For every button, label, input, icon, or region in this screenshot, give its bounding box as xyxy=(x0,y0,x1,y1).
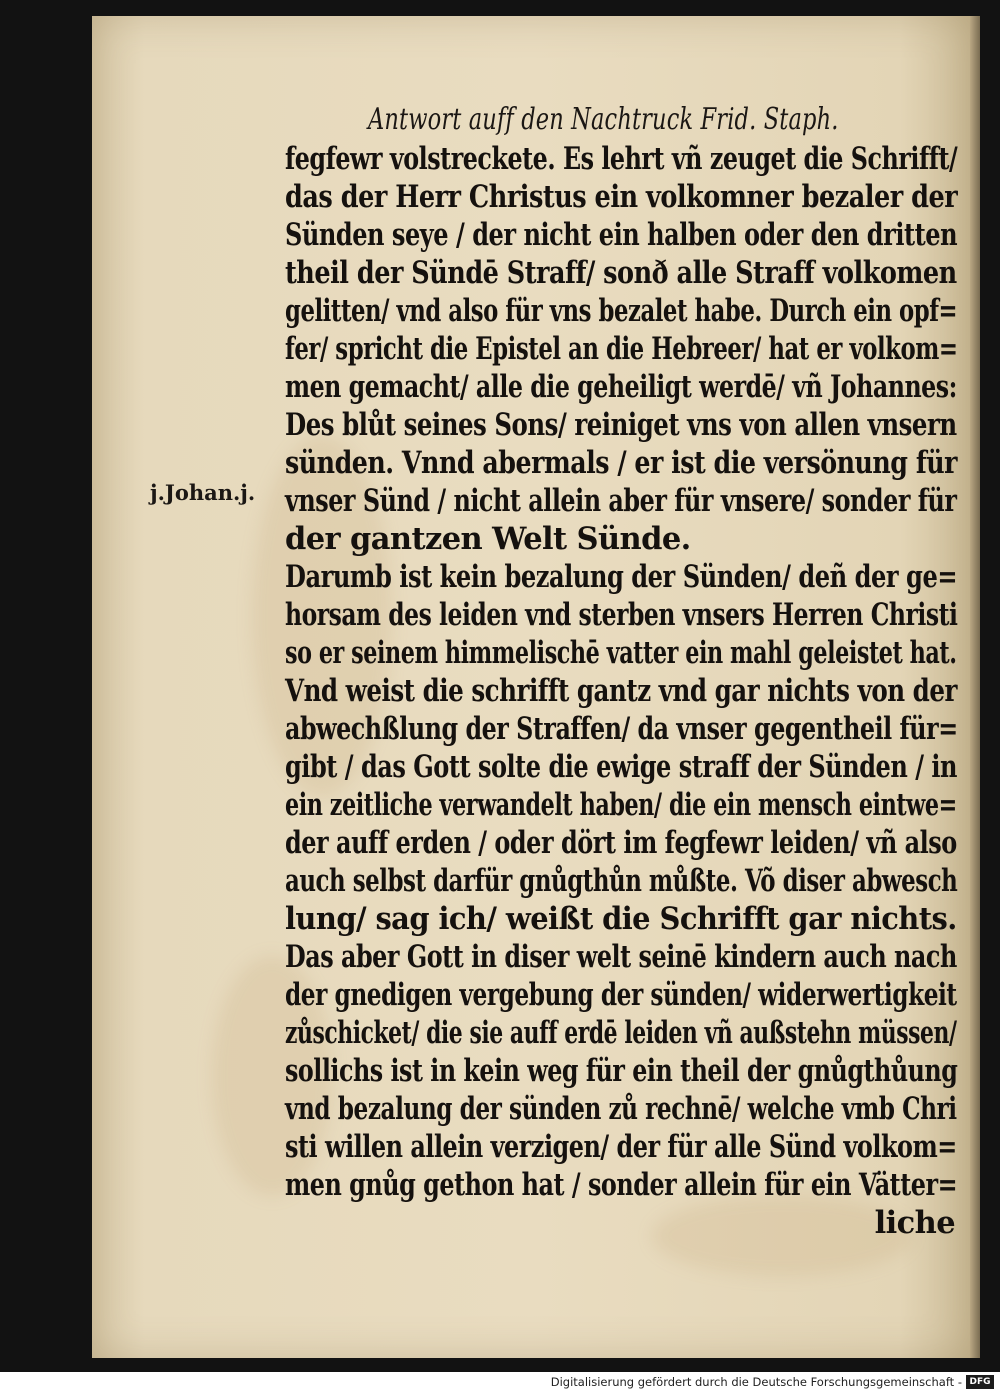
text-line: Sünden seye / der nicht ein halben oder den dritten xyxy=(285,217,958,253)
text-block xyxy=(285,140,957,1242)
text-line: sollichs ist in kein weg für ein theil der gnůgthůung xyxy=(285,1053,958,1089)
text-line: theil der Sündē Straff/ sonð alle Straff volkomen xyxy=(285,255,957,291)
text-line: horsam des leiden vnd sterben vnsers Herren Christi xyxy=(285,597,958,633)
catchword: liche xyxy=(874,1205,955,1241)
text-line: ein zeitliche verwandelt haben/ die ein mensch eintwe= xyxy=(285,787,957,823)
margin-note: j.Johan.j. xyxy=(150,480,256,505)
text-line: Darumb ist kein bezalung der Sünden/ deñ der ge= xyxy=(285,559,958,595)
running-head: Antwort auff den Nachtruck Frid. Staph. xyxy=(368,102,839,137)
text-line: men gnůg gethon hat / sonder allein für ein Vätter= xyxy=(285,1167,958,1203)
text-line: so er seinem himmelischē vatter ein mahl geleistet hat. xyxy=(285,635,957,671)
text-line: men gemacht/ alle die geheiligt werdē/ vñ Johannes: xyxy=(285,369,957,405)
footer-bar xyxy=(0,1372,1000,1393)
page-edge xyxy=(970,16,980,1358)
text-line: lung/ sag ich/ weißt die Schrifft gar nichts. xyxy=(285,901,957,937)
text-line: gibt / das Gott solte die ewige straff der Sünden / in xyxy=(285,749,958,785)
text-line: das der Herr Christus ein volkomner bezaler der xyxy=(285,179,958,215)
text-line: der gantzen Welt Sünde. xyxy=(285,521,691,557)
text-line: Des blůt seines Sons/ reiniget vns von allen vnsern xyxy=(285,407,957,443)
text-line: der auff erden / oder dört im fegfewr leiden/ vñ also xyxy=(285,825,957,861)
text-line: Vnd weist die schrifft gantz vnd gar nichts von der xyxy=(285,673,957,709)
text-line: Das aber Gott in diser welt seinē kindern auch nach xyxy=(285,939,957,975)
text-line: abwechßlung der Straffen/ da vnser gegentheil für= xyxy=(285,711,958,747)
text-line: der gnedigen vergebung der sünden/ widerwertigkeit xyxy=(285,977,957,1013)
text-line: sünden. Vnnd abermals / er ist die versönung für xyxy=(285,445,957,481)
footer-credit: Digitalisierung gefördert durch die Deutsche Forschungsgemeinschaft - xyxy=(550,1375,962,1389)
text-line: vnd bezalung der sünden zů rechnē/ welche vmb Chri xyxy=(285,1091,957,1127)
text-line: fer/ spricht die Epistel an die Hebreer/ hat er volkom= xyxy=(285,331,958,367)
text-line: vnser Sünd / nicht allein aber für vnsere/ sonder für xyxy=(285,483,957,519)
text-line: gelitten/ vnd also für vns bezalet habe. Durch ein opf= xyxy=(285,293,958,329)
text-line: sti willen allein verzigen/ der für alle Sünd volkom= xyxy=(285,1129,957,1165)
text-line: zůschicket/ die sie auff erdē leiden vñ außstehn müssen/ xyxy=(285,1015,957,1051)
text-line: fegfewr volstreckete. Es lehrt vñ zeuget die Schrifft/ xyxy=(285,141,958,177)
dfg-logo: DFG xyxy=(966,1375,994,1389)
text-line: auch selbst darfür gnůgthůn můßte. Võ diser abwesch xyxy=(285,863,958,899)
